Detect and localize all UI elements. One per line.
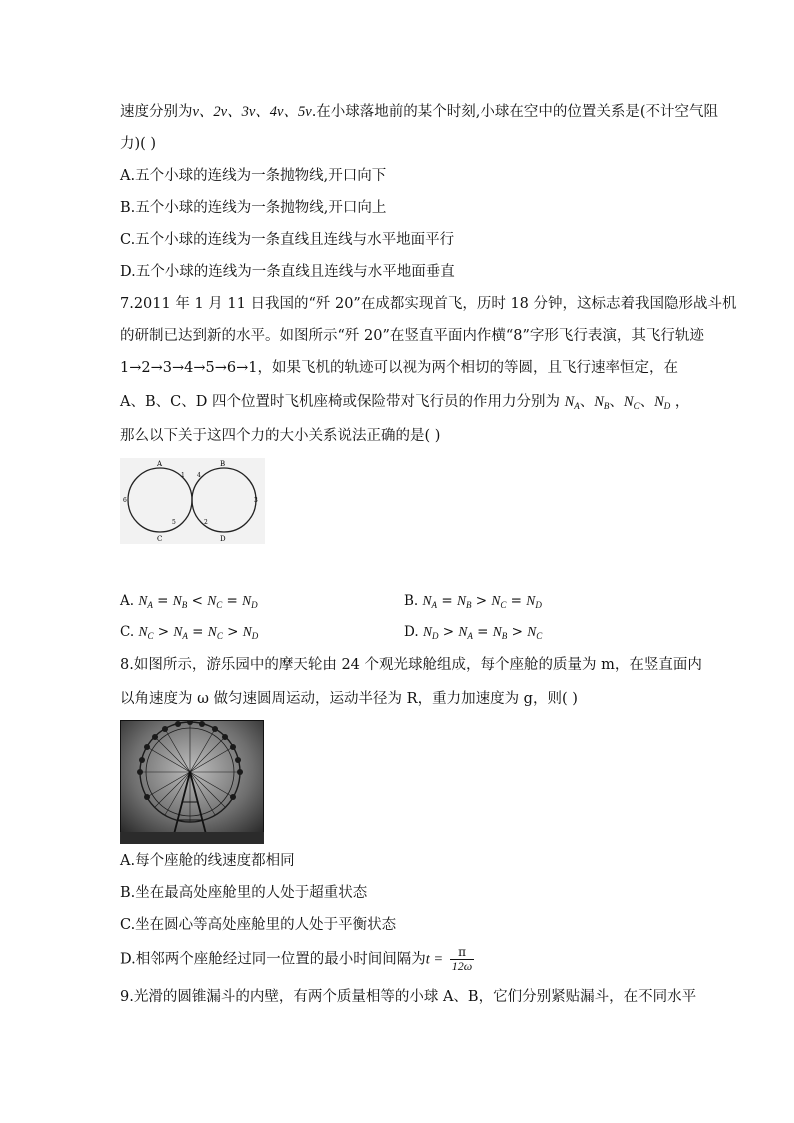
figure-eight-diagram bbox=[120, 458, 265, 544]
force-nd: $N_D$ bbox=[654, 394, 671, 411]
label-4: 4 bbox=[197, 472, 201, 479]
q7-line-4: A、B、C、D 四个位置时飞机座椅或保险带对飞行员的作用力分别为 $N_A$、$N_B$、$N_C$、$N_D$ ， bbox=[120, 394, 690, 411]
q6-option-b: B.五个小球的连线为一条抛物线,开口向上 bbox=[120, 200, 387, 216]
q7-line-2: 的研制已达到新的水平。如图所示“歼 20”在竖直平面内作横“8”字形飞行表演，其飞行轨迹 bbox=[120, 328, 704, 344]
q8-option-d: D.相邻两个座舱经过同一位置的最小时间间隔为t = $\frac{\pi}{12\omega}$ bbox=[120, 945, 473, 973]
q6-option-c: C.五个小球的连线为一条直线且连线与水平地面平行 bbox=[120, 232, 455, 248]
force-nc: $N_C$ bbox=[623, 394, 640, 411]
q7-option-c: C. $N_C > N_A = N_C > N_D$ bbox=[120, 624, 259, 641]
ferris-wheel-photo bbox=[120, 720, 264, 844]
time-fraction: $\frac{\pi}{12\omega}$ bbox=[451, 945, 473, 973]
q6-option-a: A.五个小球的连线为一条抛物线,开口向下 bbox=[120, 168, 387, 184]
label-6: 6 bbox=[123, 497, 127, 504]
label-1: 1 bbox=[181, 472, 185, 479]
q6-speeds: v、2v、3v、4v、5v bbox=[192, 104, 312, 120]
ground bbox=[120, 832, 264, 844]
label-2: 2 bbox=[204, 519, 208, 526]
q7-options-row-2 bbox=[120, 623, 543, 645]
label-3: 3 bbox=[254, 497, 258, 504]
q8-line-2: 以角速度为 ω 做匀速圆周运动，运动半径为 R，重力加速度为 g，则( ) bbox=[120, 691, 578, 707]
q6-line-2: 力)( ) bbox=[120, 136, 157, 152]
q9-line-1: 9.光滑的圆锥漏斗的内壁，有两个质量相等的小球 A、B，它们分别紧贴漏斗，在不同水平 bbox=[120, 989, 697, 1005]
q6-option-d: D.五个小球的连线为一条直线且连线与水平地面垂直 bbox=[120, 264, 455, 280]
q8-option-c: C.坐在圆心等高处座舱里的人处于平衡状态 bbox=[120, 917, 397, 933]
label-a: A bbox=[157, 460, 163, 468]
label-c: C bbox=[157, 535, 163, 543]
q7-option-a: A. $N_A = N_B < N_C = N_D$ bbox=[120, 593, 258, 610]
force-nb: $N_B$ bbox=[594, 394, 610, 411]
label-5: 5 bbox=[172, 519, 176, 526]
label-b: B bbox=[220, 460, 226, 468]
q8-option-b: B.坐在最高处座舱里的人处于超重状态 bbox=[120, 885, 368, 901]
q7-option-d: D. $N_D > N_A = N_B > N_C$ bbox=[404, 624, 543, 641]
q7-line-5: 那么以下关于这四个力的大小关系说法正确的是( ) bbox=[120, 428, 441, 444]
q7-options-row-1 bbox=[120, 592, 542, 614]
q7-line-3: 1→2→3→4→5→6→1，如果飞机的轨迹可以视为两个相切的等圆，且飞行速率恒定，在 bbox=[120, 360, 678, 376]
q6-line-1: 速度分别为v、2v、3v、4v、5v.在小球落地前的某个时刻,小球在空中的位置关系是(不计空气阻 bbox=[120, 104, 719, 120]
q7-option-b: B. $N_A = N_B > N_C = N_D$ bbox=[404, 593, 542, 610]
label-d: D bbox=[220, 535, 226, 543]
q7-line-1: 7.2011 年 1 月 11 日我国的“歼 20”在成都实现首飞，历时 18 分钟，这标志着我国隐形战斗机 bbox=[120, 296, 737, 312]
force-na: $N_A$ bbox=[564, 394, 580, 411]
q8-line-1: 8.如图所示，游乐园中的摩天轮由 24 个观光球舱组成，每个座舱的质量为 m，在竖直面内 bbox=[120, 657, 702, 673]
q8-option-a: A.每个座舱的线速度都相同 bbox=[120, 853, 295, 869]
